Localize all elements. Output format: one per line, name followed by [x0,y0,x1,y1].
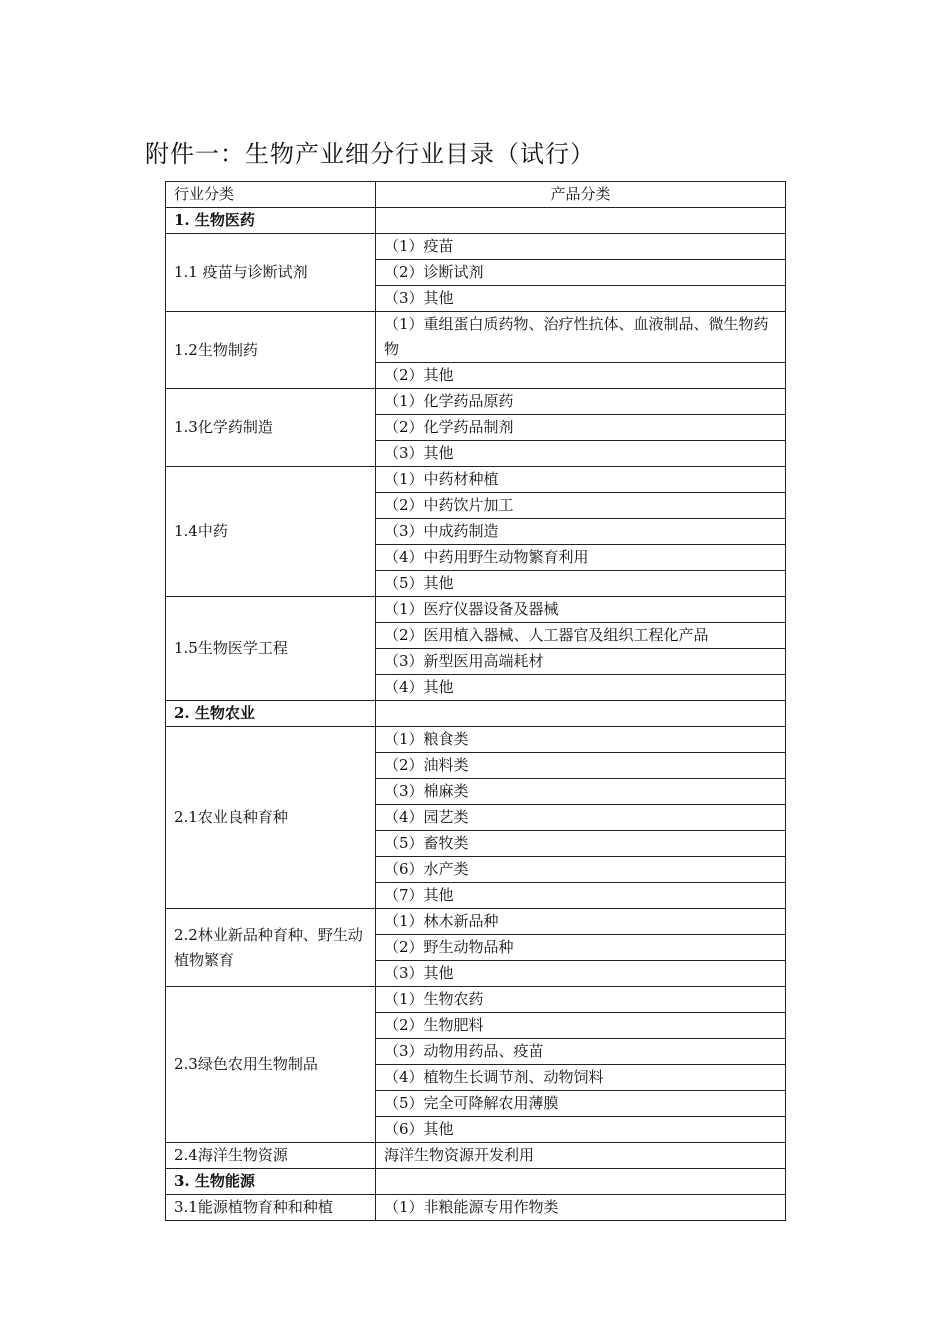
product-cell: （7）其他 [376,883,786,909]
product-cell: （5）其他 [376,571,786,597]
category-cell: 2.3绿色农用生物制品 [166,987,376,1143]
product-cell: （2）野生动物品种 [376,935,786,961]
category-cell: 2.4海洋生物资源 [166,1143,376,1169]
product-cell: （1）疫苗 [376,234,786,260]
table-row [166,467,786,493]
category-cell: 1.1 疫苗与诊断试剂 [166,234,376,312]
product-cell: （3）中成药制造 [376,519,786,545]
product-cell: （3）其他 [376,961,786,987]
category-cell: 1.2生物制药 [166,312,376,389]
product-cell: （6）水产类 [376,857,786,883]
page-title: 附件一：生物产业细分行业目录（试行） [145,140,595,168]
product-cell: （4）中药用野生动物繁育利用 [376,545,786,571]
table-row [166,987,786,1013]
category-cell: 2.1农业良种育种 [166,727,376,909]
section-label: 2. 生物农业 [166,701,376,727]
product-cell: 海洋生物资源开发利用 [376,1143,786,1169]
product-cell: （4）其他 [376,675,786,701]
product-cell: （1）化学药品原药 [376,389,786,415]
table-row [166,1195,786,1221]
header-industry-category: 行业分类 [166,182,376,208]
empty-cell [376,208,786,234]
section-row [166,1169,786,1195]
empty-cell [376,701,786,727]
product-cell: （1）中药材种植 [376,467,786,493]
product-cell: （1）粮食类 [376,727,786,753]
product-cell: （1）生物农药 [376,987,786,1013]
table-row [166,597,786,623]
product-cell: （5）畜牧类 [376,831,786,857]
product-cell: （3）动物用药品、疫苗 [376,1039,786,1065]
table-row [166,1143,786,1169]
product-cell: （1）重组蛋白质药物、治疗性抗体、血液制品、微生物药物 [376,312,786,363]
category-cell: 3.1能源植物育种和种植 [166,1195,376,1221]
product-cell: （2）油料类 [376,753,786,779]
product-cell: （3）其他 [376,286,786,312]
product-cell: （2）医用植入器械、人工器官及组织工程化产品 [376,623,786,649]
product-cell: （4）园艺类 [376,805,786,831]
empty-cell [376,1169,786,1195]
product-cell: （2）其他 [376,363,786,389]
product-cell: （4）植物生长调节剂、动物饲料 [376,1065,786,1091]
category-cell: 2.2林业新品种育种、野生动植物繁育 [166,909,376,987]
table-row [166,389,786,415]
product-cell: （1）医疗仪器设备及器械 [376,597,786,623]
product-cell: （1）非粮能源专用作物类 [376,1195,786,1221]
header-product-category: 产品分类 [376,182,786,208]
section-row [166,701,786,727]
section-row [166,208,786,234]
product-cell: （3）新型医用高端耗材 [376,649,786,675]
product-cell: （2）中药饮片加工 [376,493,786,519]
table-row [166,312,786,363]
table-row [166,727,786,753]
product-cell: （6）其他 [376,1117,786,1143]
table-row [166,909,786,935]
product-cell: （2）诊断试剂 [376,260,786,286]
product-cell: （3）棉麻类 [376,779,786,805]
category-cell: 1.3化学药制造 [166,389,376,467]
category-cell: 1.5生物医学工程 [166,597,376,701]
product-cell: （5）完全可降解农用薄膜 [376,1091,786,1117]
product-cell: （1）林木新品种 [376,909,786,935]
product-cell: （2）生物肥料 [376,1013,786,1039]
table-header-row [166,182,786,208]
product-cell: （2）化学药品制剂 [376,415,786,441]
product-cell: （3）其他 [376,441,786,467]
table-row [166,234,786,260]
section-label: 3. 生物能源 [166,1169,376,1195]
section-label: 1. 生物医药 [166,208,376,234]
category-cell: 1.4中药 [166,467,376,597]
industry-catalog-table [165,181,786,1221]
